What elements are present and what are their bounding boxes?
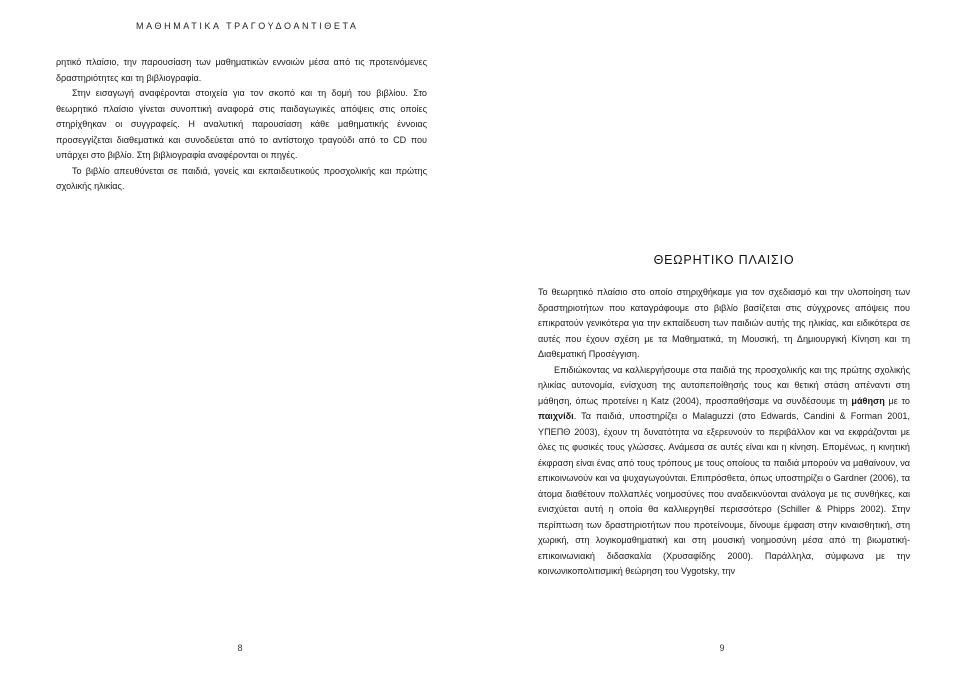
page-number: 8 — [237, 643, 243, 653]
bold-term: παιχνίδι — [538, 411, 574, 421]
bold-term: μάθηση — [851, 395, 885, 406]
paragraph: ρητικό πλαίσιο, την παρουσίαση των μαθηματικών εννοιών μέσα από τις προτεινόμενες δραστηριότητες και τη βιβλιογραφία. — [56, 57, 427, 83]
text-run: με το — [884, 395, 910, 406]
left-page-body — [56, 55, 427, 195]
running-header: ΜΑΘΗΜΑΤΙΚΑ ΤΡΑΓΟΥΔΟΑΝΤΙΘΕΤΑ — [136, 21, 359, 31]
right-page-body — [538, 285, 910, 580]
paragraph: Στην εισαγωγή αναφέρονται στοιχεία για τον σκοπό και τη δομή του βιβλίου. Στο θεωρητικό πλαίσιο γίνεται συνοπτική αναφορά στις παιδαγωγικές απόψεις στις οποίες στηρίχθηκαν οι συγγραφείς. Η αναλυτική παρουσίαση κάθε μαθηματικής έννοιας προσεγγίζεται διαθεματικά και συνοδεύεται από το αντίστοιχο τραγούδι από το CD που υπάρχει στο βιβλίο. Στη βιβλιογραφία αναφέρονται οι πηγές. — [56, 88, 427, 160]
paragraph: Το βιβλίο απευθύνεται σε παιδιά, γονείς και εκπαιδευτικούς προσχολικής και πρώτης σχολικής ηλικίας. — [56, 165, 427, 191]
section-title: ΘΕΩΡΗΤΙΚΟ ΠΛΑΙΣΙΟ — [653, 253, 795, 267]
right-page — [481, 0, 963, 680]
text-run: Επιδιώκοντας να καλλιεργήσουμε στα παιδιά της προσχολικής και της πρώτης σχολικής ηλικίας αυτονομία, ενίσχυση της αυτοπεποίθησής τους και θετική στάση απέναντι στη μάθηση, όπως προτείνει η Katz (2004), προσπαθήσαμε να συνδέσουμε τη — [538, 364, 910, 406]
page-number: 9 — [719, 643, 725, 653]
left-page — [0, 0, 481, 680]
paragraph — [538, 363, 910, 580]
paragraph: Το θεωρητικό πλαίσιο στο οποίο στηριχθήκαμε για τον σχεδιασμό και την υλοποίηση των δραστηριοτήτων που καταγράφουμε στο βιβλίο βασίζεται στις σύγχρονες απόψεις που επικρατούν γενικότερα για την εκπαίδευση των παιδιών αυτής της ηλικίας, και ειδικότερα σε αυτές που έχουν σχέση με τα Μαθηματικά, τη Μουσική, τη Δημιουργική Κίνηση και τη Διαθεματική Προσέγγιση. — [538, 287, 910, 359]
text-run: . Τα παιδιά, υποστηρίζει ο Malaguzzi (στο Edwards, Candini & Forman 2001, ΥΠΕΠΘ 2003), έχουν τη δυνατότητα να εξερευνούν το περιβάλλον και να εκφράζονται με όλες τις φυσικές τους γλώσσες. Ανάμεσα σε αυτές είναι και η κίνηση. Επομένως, η κινητική έκφραση είναι ένας από τους τρόπους με τους οποίους τα παιδιά μπορούν να μαθαίνουν, να επικοινωνούν και να ψυχαγωγούνται. Επιπρόσθετα, όπως υποστηρίζει ο Gardner (2006), τα άτομα διαθέτουν πολλαπλές νοημοσύνες που αναδεικνύονται ανάλογα με τις συνθήκες, και ενισχύεται αυτή η οποία θα καλλιεργηθεί περισσότερο (Schiller & Phipps 2002). Στην περίπτωση των δραστηριοτήτων που προτείνουμε, δίνουμε έμφαση στην κιναισθητική, στη χωρική, στη λογικομαθηματική και στη μουσική νοημοσύνη μέσα από τη βιωματική-επικοινωνιακή διδασκαλία (Χρυσαφίδης 2000). Παράλληλα, σύμφωνα με την κοινωνικοπολιτισμική θεώρηση του Vygotsky, την — [538, 411, 910, 576]
